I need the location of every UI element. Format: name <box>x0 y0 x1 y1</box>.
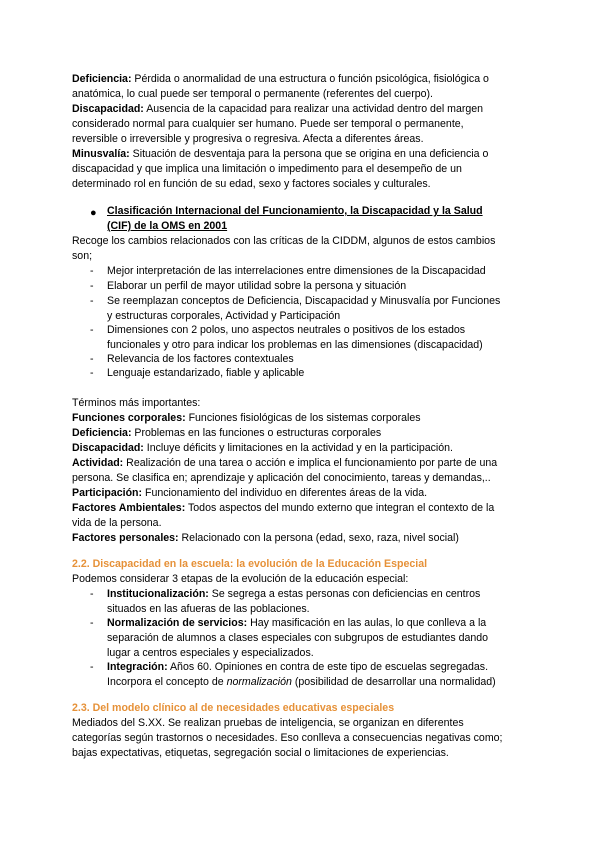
term-text: vida de la persona. <box>72 517 162 529</box>
list-item-text: funcionales y otro para indicar los problemas en las dimensiones (discapacidad) <box>107 339 483 351</box>
def-text: discapacidad y que implica una limitación o impedimento para el desempeño de un <box>72 163 462 175</box>
cif-intro-line: son; <box>72 250 93 262</box>
def-text: anatómica, lo cual puede ser temporal o permanente (referentes del cuerpo). <box>72 88 433 100</box>
term-text: Funciones fisiológicas de los sistemas corporales <box>185 412 421 424</box>
section-heading: 2.2. Discapacidad en la escuela: la evolución de la Educación Especial <box>72 558 428 570</box>
dash-marker: - <box>90 617 94 629</box>
stage-integracion <box>107 660 522 690</box>
dash-marker: - <box>90 661 94 673</box>
cif-heading-line: (CIF) de la OMS en 2001 <box>107 220 228 232</box>
stage-text: Incorpora el concepto de <box>107 676 227 688</box>
list-item-text: Relevancia de los factores contextuales <box>107 353 294 365</box>
dash-marker: - <box>90 280 94 292</box>
dash-marker: - <box>90 324 94 336</box>
term-minusvalia: Minusvalía: <box>72 148 130 160</box>
term-text: Funcionamiento del individuo en diferentes áreas de la vida. <box>142 487 428 499</box>
term-discapacidad-cif: Discapacidad: <box>72 442 144 454</box>
stage-title: Integración: <box>107 661 168 673</box>
term-discapacidad: Discapacidad: <box>72 103 144 115</box>
cif-heading <box>107 204 522 234</box>
cif-heading-line: Clasificación Internacional del Funcionamiento, la Discapacidad y la Salud <box>107 205 483 217</box>
def-text: Ausencia de la capacidad para realizar una actividad dentro del margen <box>143 103 484 115</box>
term-text: Problemas en las funciones o estructuras corporales <box>131 427 382 439</box>
section-2-3 <box>72 701 522 761</box>
term-text: Relacionado con la persona (edad, sexo, raza, nivel social) <box>178 532 459 544</box>
section-text: categorías según trastornos o necesidades. Eso conlleva a consecuencias negativas como; <box>72 732 503 744</box>
stage-title: Institucionalización: <box>107 588 209 600</box>
stage-text: (posibilidad de desarrollar una normalidad) <box>291 676 496 688</box>
stage-text: lugar a centros especiales y especializados. <box>107 647 314 659</box>
terms-block <box>72 396 522 546</box>
list-item <box>107 264 522 279</box>
section-2-2 <box>72 557 522 587</box>
section-heading: 2.3. Del modelo clínico al de necesidades educativas especiales <box>72 702 395 714</box>
dash-marker: - <box>90 265 94 277</box>
stage-text: Hay masificación en las aulas, lo que conlleva a la <box>247 617 487 629</box>
dash-marker: - <box>90 295 94 307</box>
terms-title: Términos más importantes: <box>72 397 201 409</box>
term-funciones: Funciones corporales: <box>72 412 186 424</box>
def-deficiencia <box>72 72 522 102</box>
def-discapacidad <box>72 102 522 147</box>
list-item <box>107 279 522 294</box>
def-minusvalia <box>72 147 522 192</box>
list-item <box>107 323 522 353</box>
stage-text: situados en las afueras de las poblaciones. <box>107 603 310 615</box>
def-text: reversible o irreversible y progresiva o regresiva. Afecta a diferentes áreas. <box>72 133 424 145</box>
def-text: Situación de desventaja para la persona que se origina en una deficiencia o <box>129 148 489 160</box>
dash-marker: - <box>90 588 94 600</box>
stage-text: Años 60. Opiniones en contra de este tipo de escuelas segregadas. <box>167 661 489 673</box>
dash-marker: - <box>90 353 94 365</box>
list-item <box>107 294 522 324</box>
list-item-text: Lenguaje estandarizado, fiable y aplicable <box>107 367 305 379</box>
stage-institucionalizacion <box>107 587 522 617</box>
term-text: Realización de una tarea o acción e implica el funcionamiento por parte de una <box>123 457 498 469</box>
section-text: Mediados del S.XX. Se realizan pruebas de inteligencia, se organizan en diferentes <box>72 717 464 729</box>
list-item-text: y estructuras corporales, Actividad y Participación <box>107 310 341 322</box>
section-text: bajas expectativas, etiquetas, segregación social o limitaciones de experiencias. <box>72 747 449 759</box>
term-participacion: Participación: <box>72 487 143 499</box>
stage-title: Normalización de servicios: <box>107 617 248 629</box>
term-text: Incluye déficits y limitaciones en la actividad y en la participación. <box>143 442 453 454</box>
def-text: considerado normal para cualquier ser humano. Puede ser temporal o permanente, <box>72 118 464 130</box>
bullet-icon: ● <box>90 207 97 219</box>
term-ambientales: Factores Ambientales: <box>72 502 186 514</box>
list-item-text: Mejor interpretación de las interrelaciones entre dimensiones de la Discapacidad <box>107 265 486 277</box>
term-text: Todos aspectos del mundo externo que integran el contexto de la <box>185 502 495 514</box>
term-text: persona. Se clasifica en; aprendizaje y aplicación del conocimiento, tareas y demandas,.. <box>72 472 491 484</box>
section-intro: Podemos considerar 3 etapas de la evolución de la educación especial: <box>72 573 409 585</box>
stage-emphasis: normalización <box>226 676 292 688</box>
stage-text: separación de alumnos a clases especiales con subgrupos de estudiantes dando <box>107 632 489 644</box>
dash-marker: - <box>90 367 94 379</box>
term-deficiencia: Deficiencia: <box>72 73 132 85</box>
cif-intro <box>72 234 522 264</box>
list-item-text: Dimensiones con 2 polos, uno aspectos neutrales o positivos de los estados <box>107 324 466 336</box>
list-item-text: Se reemplazan conceptos de Deficiencia, Discapacidad y Minusvalía por Funciones <box>107 295 501 307</box>
term-deficiencia-cif: Deficiencia: <box>72 427 132 439</box>
list-item <box>107 352 522 367</box>
stage-text: Se segrega a estas personas con deficiencias en centros <box>208 588 481 600</box>
cif-intro-line: Recoge los cambios relacionados con las críticas de la CIDDM, algunos de estos cambios <box>72 235 496 247</box>
def-text: determinado rol en función de su edad, sexo y factores sociales y culturales. <box>72 178 431 190</box>
list-item-text: Elaborar un perfil de mayor utilidad sobre la persona y situación <box>107 280 407 292</box>
term-personales: Factores personales: <box>72 532 179 544</box>
term-actividad: Actividad: <box>72 457 124 469</box>
def-text: Pérdida o anormalidad de una estructura o función psicológica, fisiológica o <box>131 73 489 85</box>
list-item <box>107 366 522 381</box>
stage-normalizacion <box>107 616 522 661</box>
